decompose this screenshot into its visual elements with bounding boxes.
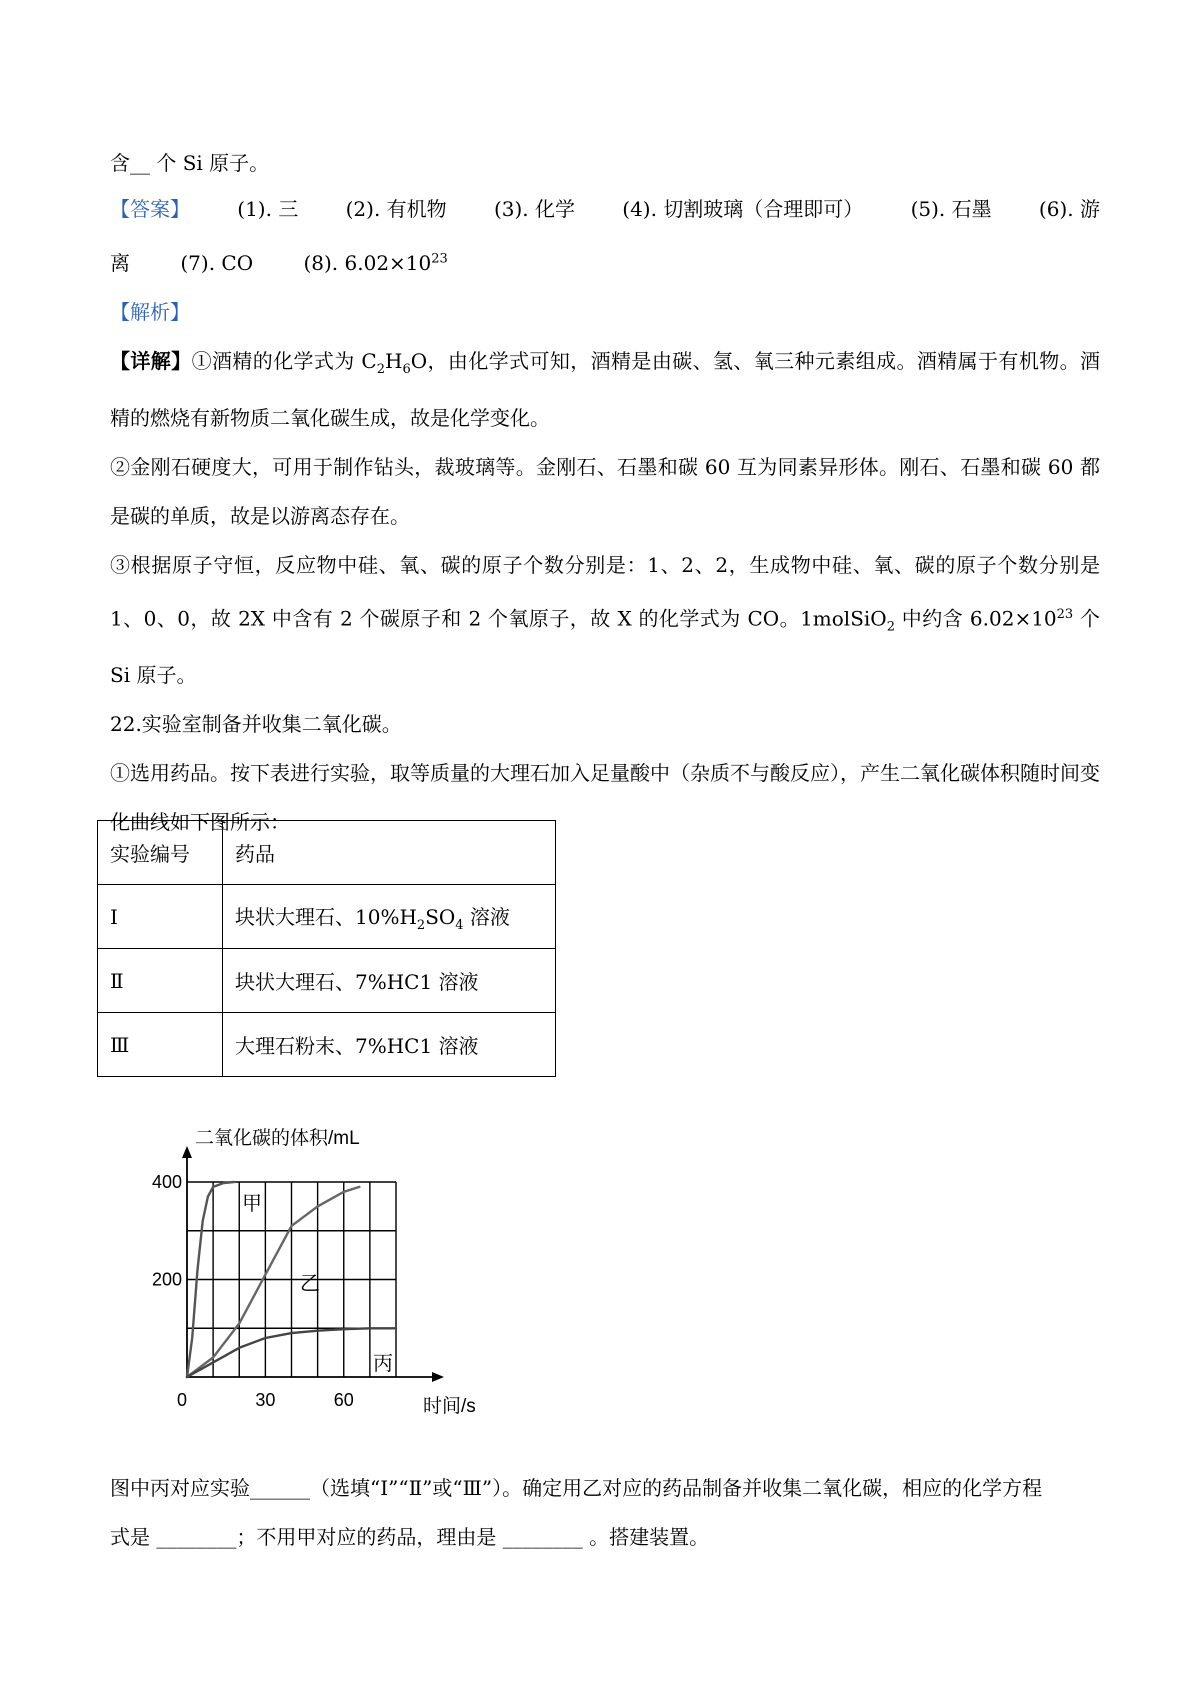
answer-item: (6). 游 <box>1038 197 1100 221</box>
question-line-1: 图中丙对应实验______（选填“Ⅰ”“Ⅱ”或“Ⅲ”）。确定用乙对应的药品制备并收集二氧化碳，相应的化学方程 <box>110 1476 1043 1500</box>
x-tick-label: 60 <box>333 1390 354 1410</box>
detail-paragraph-3: ③根据原子守恒，反应物中硅、氧、碳的原子个数分别是：1、2、2，生成物中硅、氧、碳的原子个数分别是 1、0、0，故 2X 中含有 2 个碳原子和 2 个氧原子，故 X 的化学式为 CO。1molSiO$_2$ 中约含 $6.02\times 10^{23}$ 个 Si 原子。 <box>110 552 1101 688</box>
series-label: 乙 <box>300 1271 320 1295</box>
series-label: 丙 <box>373 1351 393 1375</box>
answer-blank[interactable]: ________ <box>502 1525 583 1549</box>
question-line-2: 式是 ________；不用甲对应的药品，理由是 ________ 。搭建装置。 <box>110 1525 710 1549</box>
table-cell-id: Ⅰ <box>98 885 223 949</box>
answer-item: (2). 有机物 <box>345 197 447 221</box>
y-tick-label: 400 <box>151 1172 182 1192</box>
question-title: 22.实验室制备并收集二氧化碳。 <box>110 712 402 737</box>
analysis-tag-line: 【解析】 <box>110 299 190 324</box>
detail-paragraph-1: 【详解】①酒精的化学式为 $C_2H_6O$，由化学式可知，酒精是由碳、氢、氧三种元素组成。酒精属于有机物。酒精的燃烧有新物质二氧化碳生成，故是化学变化。 <box>110 348 1100 430</box>
table-row <box>98 885 556 949</box>
co2-volume-chart <box>151 1120 520 1420</box>
answer-tag: 【答案】 <box>110 197 190 221</box>
table-cell-drug: 块状大理石、7%HC1 溶液 <box>223 949 556 1013</box>
table-cell-id: Ⅱ <box>98 949 223 1013</box>
answer-blank[interactable]: ________ <box>156 1525 237 1549</box>
y-axis-label: 二氧化碳的体积/mL <box>195 1128 360 1149</box>
question-paragraph: ①选用药品。按下表进行实验，取等质量的大理石加入足量酸中（杂质不与酸反应），产生二氧化碳体积随时间变化曲线如下图所示： <box>110 761 1100 835</box>
answer-row-2 <box>110 234 1100 288</box>
y-tick-label: 200 <box>151 1269 182 1290</box>
series-label: 甲 <box>242 1191 262 1215</box>
table-cell-id: Ⅲ <box>98 1013 223 1077</box>
top-line: 含__ 个 Si 原子。 <box>110 151 270 175</box>
chart-grid <box>187 1182 396 1377</box>
answer-item: 离 <box>110 250 130 275</box>
table-row <box>98 949 556 1013</box>
answer-item: (3). 化学 <box>493 197 575 221</box>
table-cell-drug: 大理石粉末、7%HC1 溶液 <box>223 1013 556 1077</box>
table-cell-drug: 块状大理石、$10\%H_2SO_4$ 溶液 <box>223 885 556 949</box>
answer-row <box>110 185 1100 234</box>
document-body <box>110 148 1100 847</box>
x-axis-label: 时间/s <box>423 1396 476 1417</box>
table-header-cell: 实验编号 <box>98 821 223 885</box>
answer-item: (7). CO <box>180 250 254 275</box>
x-tick-label: 0 <box>176 1390 188 1410</box>
experiment-table <box>97 820 556 1077</box>
detail-paragraph-2: ②金刚石硬度大，可用于制作钻头，裁玻璃等。金刚石、石墨和碳 60 互为同素异形体。刚石、石墨和碳 60 都是碳的单质，故是以游离态存在。 <box>110 454 1100 528</box>
answer-item: (1). 三 <box>237 197 299 221</box>
table-row <box>98 1013 556 1077</box>
table-header-row <box>98 821 556 885</box>
x-tick-label: 30 <box>255 1390 276 1410</box>
answer-item: (5). 石墨 <box>910 197 992 221</box>
answer-item: (8). $6.02\times 10^{23}$ <box>303 250 448 275</box>
table-header-cell: 药品 <box>223 821 556 885</box>
answer-item: (4). 切割玻璃（合理即可） <box>622 197 864 221</box>
y-axis-arrow <box>182 1146 192 1158</box>
x-axis-arrow <box>432 1372 444 1382</box>
question-continuation <box>110 1464 1100 1562</box>
answer-blank[interactable]: ______ <box>250 1476 310 1500</box>
